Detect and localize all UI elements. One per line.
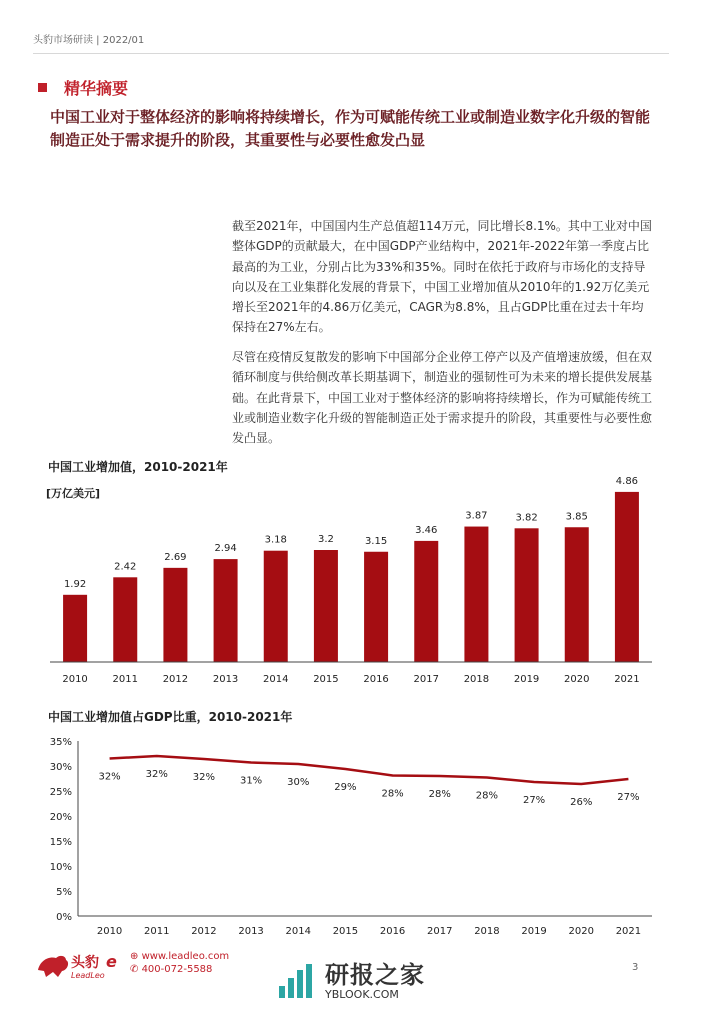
watermark-url: YBLOOK.COM [325,987,399,1001]
x-tick-label: 2014 [285,926,311,937]
x-tick-label: 2020 [564,674,590,685]
bar [63,595,87,662]
bar-growth-icon [275,960,317,1002]
bar-value-label: 1.92 [63,578,87,590]
bar [113,577,137,662]
x-tick-label: 2017 [413,674,439,685]
section-title: 精华摘要 [64,79,129,98]
point-value-label: 26% [570,797,593,808]
globe-icon: ⊕ [130,951,142,962]
brand-en: LeadLeo [71,971,105,980]
x-tick-label: 2021 [614,674,640,685]
bar [565,527,589,662]
point-value-label: 28% [475,790,499,802]
phone-row [130,963,229,976]
bar-value-label: 2.94 [214,543,237,555]
y-tick-label: 15% [49,837,72,848]
point-value-label: 30% [287,777,310,788]
phone-number: 400-072-5588 [141,964,213,975]
bar-value-label: 3.85 [565,511,588,523]
x-tick-label: 2011 [112,674,138,685]
e-mark-icon: e [106,952,117,971]
x-tick-label: 2019 [521,926,547,937]
x-tick-label: 2014 [263,674,289,685]
x-tick-label: 2010 [96,926,123,937]
website-link[interactable]: www.leadleo.com [141,951,230,962]
x-tick-label: 2016 [379,926,406,937]
bar-chart-title: 中国工业增加值，2010-2021年 [48,460,228,474]
point-value-label: 28% [381,788,404,800]
y-tick-label: 10% [49,862,72,873]
phone-icon: ✆ [130,964,142,975]
point-value-label: 32% [98,771,121,783]
x-tick-label: 2013 [238,926,264,937]
y-tick-label: 5% [56,887,72,898]
series-line [110,756,629,784]
body-paragraph: 截至2021年，中国国内生产总值超114万元，同比增长8.1%。其中工业对中国整体GDP的贡献最大，在中国GDP产业结构中，2021年-2022年第一季度占比最高的为工业，分别占比为33%和35%。同时在依托于政府与市场化的支持导向以及在工业集群化发展的背景下，中国工业增加值从2010年的1.92万亿美元增长至2021年的4.86万亿美元，CAGR为8.8%，且占GDP比重在过去十年均保持在27%左右。 [232,219,652,335]
bar [464,527,488,662]
x-tick-label: 2010 [62,674,88,685]
x-tick-label: 2016 [363,674,389,685]
point-value-label: 27% [617,792,640,803]
summary-headline: 中国工业对于整体经济的影响将持续增长，作为可赋能传统工业或制造业数字化升级的智能制造正处于需求提升的阶段，其重要性与必要性愈发凸显 [50,108,651,149]
watermark-text: 研报之家 [325,960,425,989]
x-tick-label: 2013 [212,674,239,685]
bar [314,550,338,662]
point-value-label: 27% [522,795,546,806]
x-tick-label: 2015 [332,926,359,937]
x-tick-label: 2015 [313,674,339,685]
section-marker [38,83,47,92]
y-tick-label: 25% [49,787,72,798]
bar-value-label: 2.69 [164,551,187,563]
report-header: 头豹市场研读 | 2022/01 [33,35,145,46]
watermark [275,960,425,1002]
point-value-label: 32% [145,769,168,780]
point-value-label: 29% [334,782,357,793]
body-paragraph: 尽管在疫情反复散发的影响下中国部分企业停工停产以及产值增速放缓，但在双循环制度与供给侧改革长期基调下，制造业的强韧性可为未来的增长提供发展基础。在此背景下，中国工业对于整体经济的影响将持续增长，作为可赋能传统工业或制造业数字化升级的智能制造正处于需求提升的阶段，其重要性与必要性愈发凸显。 [232,350,653,446]
y-tick-label: 20% [49,812,72,823]
bar-value-label: 3.18 [264,534,287,546]
bar-value-label: 3.2 [317,534,334,545]
header-divider [33,53,669,54]
bar-value-label: 3.87 [465,510,488,522]
bar [163,568,187,662]
footer-contact [130,950,229,976]
leadleo-logo [36,950,128,984]
x-tick-label: 2018 [463,674,490,685]
bar-value-label: 4.86 [615,475,639,487]
point-value-label: 31% [239,775,263,787]
point-value-label: 32% [192,772,216,783]
bar-value-label: 3.46 [415,524,438,536]
bar [264,551,288,662]
brand-cn: 头豹 [71,955,99,971]
x-tick-label: 2018 [474,926,500,937]
x-tick-label: 2012 [191,926,217,937]
bar [515,528,539,662]
page-number: 3 [632,962,639,973]
x-tick-label: 2021 [615,926,642,937]
line-chart-title: 中国工业增加值占GDP比重，2010-2021年 [48,710,293,724]
industry-gdp-share-line-chart [0,728,702,943]
x-tick-label: 2011 [144,926,170,937]
bar [364,552,388,662]
website-row[interactable] [130,950,229,963]
y-tick-label: 35% [49,737,72,748]
point-value-label: 28% [428,789,451,800]
bar-chart-unit: [万亿美元] [46,487,101,500]
industrial-value-added-bar-chart [0,470,702,690]
bar [214,559,238,662]
x-tick-label: 2012 [162,674,189,685]
bar-value-label: 3.15 [364,535,388,547]
bar-value-label: 3.82 [515,512,538,524]
x-tick-label: 2017 [427,926,453,937]
x-tick-label: 2019 [513,674,540,685]
bar-value-label: 2.42 [114,561,137,573]
leopard-mark-icon [38,956,68,977]
bar [414,541,438,662]
x-tick-label: 2020 [568,926,594,937]
bar [615,492,639,662]
y-tick-label: 30% [49,762,72,773]
y-tick-label: 0% [56,912,72,923]
